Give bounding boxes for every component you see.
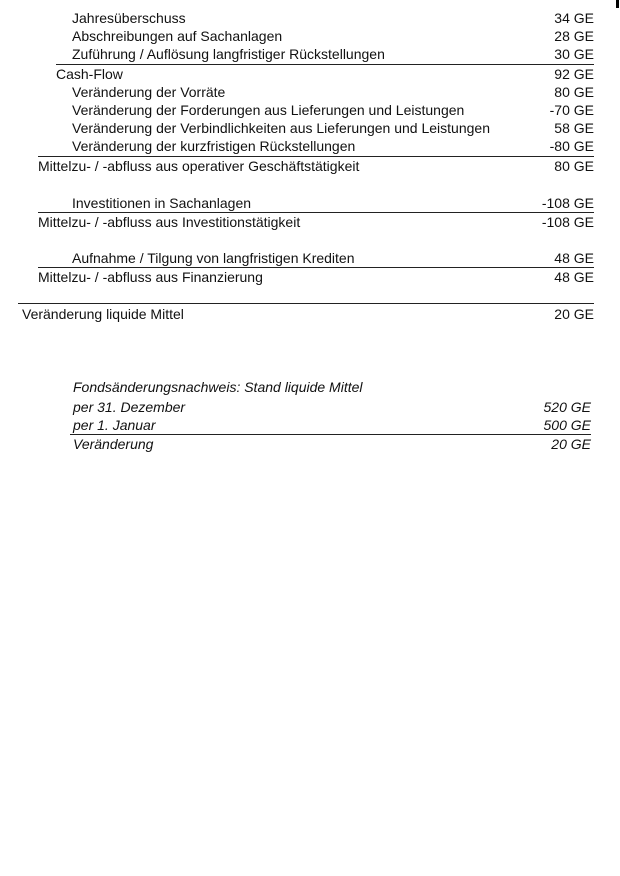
row-label: Mittelzu- / -abfluss aus Investitionstätigkeit xyxy=(38,214,301,230)
row-value: 80 GE xyxy=(554,158,594,174)
row-label: Mittelzu- / -abfluss aus operativer Geschäftstätigkeit xyxy=(38,158,360,174)
row-label: Jahresüberschuss xyxy=(72,10,186,26)
row-label: Aufnahme / Tilgung von langfristigen Krediten xyxy=(72,250,355,266)
row-zufuehrung xyxy=(72,45,594,63)
row-value: 500 GE xyxy=(543,417,591,433)
row-value: 20 GE xyxy=(551,436,591,452)
row-kredite xyxy=(72,249,594,267)
row-label: Investitionen in Sachanlagen xyxy=(72,195,252,211)
row-value: 48 GE xyxy=(554,269,594,285)
row-operativ-total xyxy=(38,157,594,175)
row-label: Mittelzu- / -abfluss aus Finanzierung xyxy=(38,269,263,285)
row-value: -80 GE xyxy=(549,138,594,154)
page-corner-mark xyxy=(616,0,619,8)
row-value: 28 GE xyxy=(554,28,594,44)
row-label: per 1. Januar xyxy=(73,417,156,433)
row-veraenderung xyxy=(73,435,591,453)
row-liquide-mittel xyxy=(22,305,594,323)
row-label: Veränderung liquide Mittel xyxy=(22,306,184,322)
row-value: 58 GE xyxy=(554,120,594,136)
row-value: -108 GE xyxy=(541,214,594,230)
fonds-title-text: Fondsänderungsnachweis: Stand liquide Mittel xyxy=(73,379,363,395)
row-value: 520 GE xyxy=(543,399,591,415)
row-label: Veränderung der Forderungen aus Lieferungen und Leistungen xyxy=(72,102,465,118)
row-dezember xyxy=(73,398,591,416)
row-value: 92 GE xyxy=(554,66,594,82)
row-vorraete xyxy=(72,83,594,101)
row-abschreibungen xyxy=(72,27,594,45)
row-value: 48 GE xyxy=(554,250,594,266)
row-value: -108 GE xyxy=(541,195,594,211)
row-jahresueberschuss xyxy=(72,9,594,27)
row-cash-flow xyxy=(56,65,594,83)
row-value: 80 GE xyxy=(554,84,594,100)
row-value: -70 GE xyxy=(549,102,594,118)
row-label: Veränderung der Verbindlichkeiten aus Lieferungen und Leistungen xyxy=(72,120,490,136)
row-label: per 31. Dezember xyxy=(73,399,186,415)
row-label: Veränderung der Vorräte xyxy=(72,84,226,100)
row-investition-total xyxy=(38,213,594,231)
row-januar xyxy=(73,416,591,434)
row-label: Cash-Flow xyxy=(56,66,123,82)
row-verbindlichkeiten xyxy=(72,119,594,137)
row-label: Veränderung xyxy=(73,436,154,452)
row-label: Zuführung / Auflösung langfristiger Rückstellungen xyxy=(72,46,385,62)
row-label: Abschreibungen auf Sachanlagen xyxy=(72,28,283,44)
row-value: 34 GE xyxy=(554,10,594,26)
row-finanzierung-total xyxy=(38,268,594,286)
row-value: 30 GE xyxy=(554,46,594,62)
row-value: 20 GE xyxy=(554,306,594,322)
divider-line xyxy=(18,303,594,304)
row-investitionen xyxy=(72,194,594,212)
row-rueckstellungen xyxy=(72,137,594,155)
row-label: Veränderung der kurzfristigen Rückstellungen xyxy=(72,138,356,154)
fonds-title xyxy=(73,378,591,396)
row-forderungen xyxy=(72,101,594,119)
